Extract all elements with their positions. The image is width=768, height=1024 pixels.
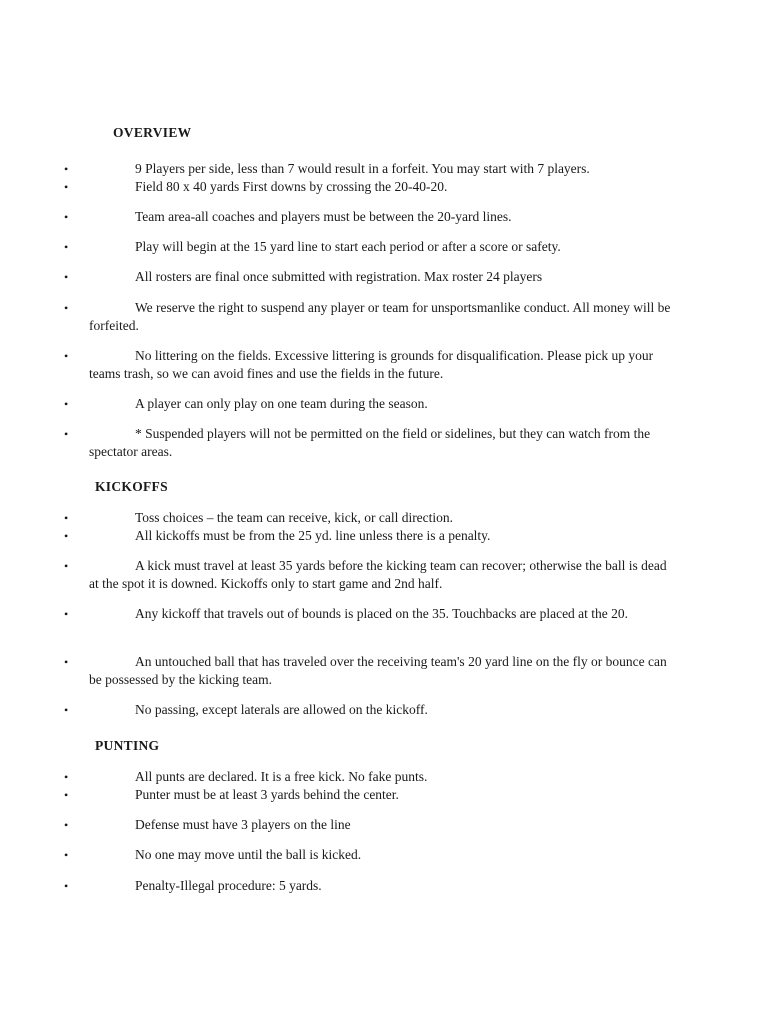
bullet-icon: • [64, 210, 69, 224]
bullet-icon: • [64, 607, 69, 621]
list-item [64, 238, 676, 256]
list-item-text: No one may move until the ball is kicked. [135, 847, 362, 862]
bullet-icon: • [64, 301, 69, 315]
list-item-text: Any kickoff that travels out of bounds is placed on the 35. Touchbacks are placed at the 20. [135, 606, 629, 621]
list-item-text: Field 80 x 40 yards First downs by crossing the 20-40-20. [135, 179, 448, 194]
section-heading-overview: OVERVIEW [113, 125, 192, 140]
list-item-text: Play will begin at the 15 yard line to start each period or after a score or safety. [135, 239, 561, 254]
list-item [64, 299, 676, 335]
list-item-text: Team area-all coaches and players must be between the 20-yard lines. [135, 209, 512, 224]
list-item [64, 816, 676, 834]
bullet-icon: • [64, 397, 69, 411]
bullet-icon: • [64, 879, 69, 893]
list-item [64, 208, 676, 226]
bullet-icon: • [64, 788, 69, 802]
list-item-text: All rosters are final once submitted with registration. Max roster 24 players [135, 269, 543, 284]
bullet-icon: • [64, 427, 69, 441]
list-item [64, 347, 676, 383]
bullet-icon: • [64, 511, 69, 525]
list-item-text: 9 Players per side, less than 7 would result in a forfeit. You may start with 7 players. [135, 161, 590, 176]
list-item-text: An untouched ball that has traveled over the receiving team's 20 yard line on the fly or bounce can be possessed by the kicking team. [89, 654, 667, 687]
list-item-text: Punter must be at least 3 yards behind the center. [135, 787, 399, 802]
list-item [64, 786, 676, 804]
list-item [64, 160, 676, 178]
list-item-text: All punts are declared. It is a free kick. No fake punts. [135, 769, 428, 784]
list-item [64, 395, 676, 413]
list-item [64, 268, 676, 286]
list-item-text: No passing, except laterals are allowed on the kickoff. [135, 702, 428, 717]
bullet-icon: • [64, 529, 69, 543]
bullet-icon: • [64, 240, 69, 254]
list-item [64, 653, 676, 689]
list-item-text: A player can only play on one team during the season. [135, 396, 428, 411]
list-item-text: * Suspended players will not be permitted on the field or sidelines, but they can watch from the spectator areas. [89, 426, 651, 459]
bullet-icon: • [64, 162, 69, 176]
bullet-icon: • [64, 770, 69, 784]
list-item [64, 701, 676, 719]
list-item [64, 605, 676, 623]
list-item [64, 425, 676, 461]
section-heading-punting: PUNTING [95, 738, 160, 753]
list-item [64, 527, 676, 545]
list-item [64, 509, 676, 527]
list-item [64, 768, 676, 786]
list-item-text: Toss choices – the team can receive, kick, or call direction. [135, 510, 454, 525]
list-item [64, 877, 676, 895]
bullet-icon: • [64, 180, 69, 194]
list-item-text: Defense must have 3 players on the line [135, 817, 351, 832]
bullet-icon: • [64, 655, 69, 669]
bullet-icon: • [64, 349, 69, 363]
list-item [64, 846, 676, 864]
list-item [64, 178, 676, 196]
list-item-text: We reserve the right to suspend any player or team for unsportsmanlike conduct. All money will be forfeited. [89, 300, 671, 333]
list-item-text: Penalty-Illegal procedure: 5 yards. [135, 878, 322, 893]
section-heading-kickoffs: KICKOFFS [95, 479, 168, 494]
bullet-icon: • [64, 848, 69, 862]
bullet-icon: • [64, 559, 69, 573]
list-item-text: A kick must travel at least 35 yards before the kicking team can recover; otherwise the ball is dead at the spot it is downed. Kickoffs only to start game and 2nd half. [89, 558, 667, 591]
list-item-text: No littering on the fields. Excessive littering is grounds for disqualification. Please pick up your teams trash, so we can avoid fines and use the fields in the future. [89, 348, 654, 381]
bullet-icon: • [64, 703, 69, 717]
bullet-icon: • [64, 818, 69, 832]
list-item [64, 557, 676, 593]
bullet-icon: • [64, 270, 69, 284]
list-item-text: All kickoffs must be from the 25 yd. line unless there is a penalty. [135, 528, 491, 543]
